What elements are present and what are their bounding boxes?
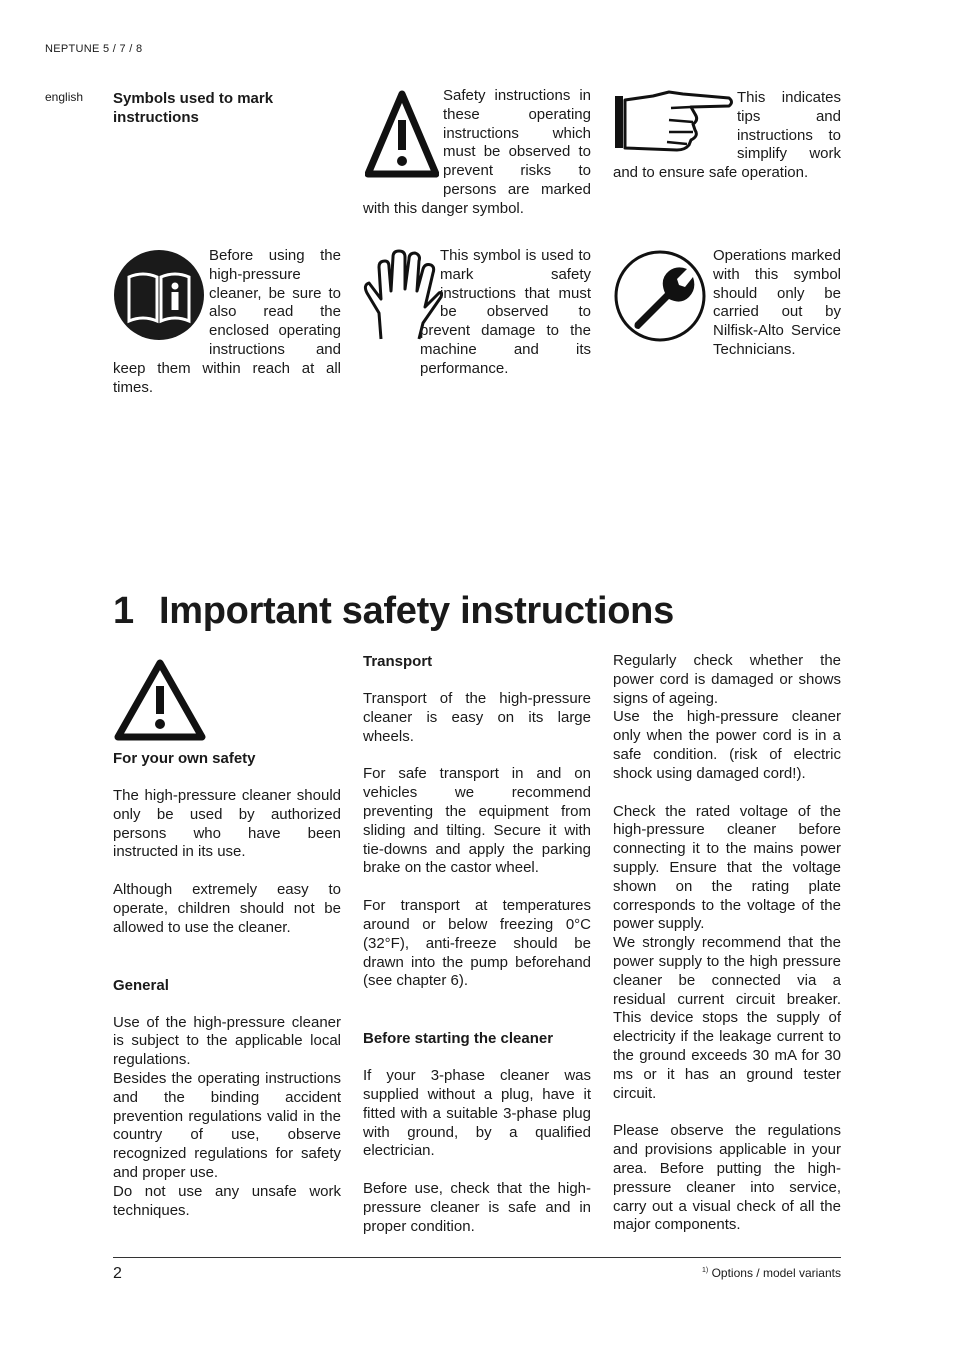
footnote-text: Options / model variants [711,1266,841,1280]
power-cord-paragraph: Use the high-pressure cleaner only when the power cord is in a safe condition. (risk of electric shock using damaged cord!). [613,708,841,782]
column-3 [613,652,841,1235]
page-number: 2 [113,1265,122,1282]
before-starting-paragraph: If your 3-phase cleaner was supplied without a plug, have it fitted with a suitable 3-phase plug with ground, by a qualified electrician. [363,1067,591,1160]
own-safety-heading: For your own safety [113,750,256,767]
column-1 [113,658,341,1220]
info-symbol-text: Before using the high-pressure cleaner, be sure to also read the enclosed operating instructions and keep them within reach at all times. [113,247,341,396]
voltage-paragraph: Check the rated voltage of the high-pressure cleaner before connecting it to the mains power supply. Ensure that the voltage shown on the rating plate corresponds to the voltage of the power supply. [613,802,841,933]
section-title-text: Important safety instructions [159,590,674,632]
transport-paragraph: Transport of the high-pressure cleaner is easy on its large wheels. [363,690,591,745]
footnote [702,1266,841,1280]
language-label: english [45,90,84,104]
transport-paragraph: For transport at temperatures around or below freezing 0°C (32°F), anti-freeze should be drawn into the pump beforehand (see chapter 6). [363,897,591,990]
general-paragraph: Use of the high-pressure cleaner is subject to the applicable local regulations. [113,1013,341,1069]
general-paragraph: Do not use any unsafe work techniques. [113,1182,341,1219]
symbols-title: Symbols used to mark instructions [113,90,274,126]
before-starting-paragraph: Before use, check that the high-pressure cleaner is safe and in proper condition. [363,1180,591,1235]
own-safety-paragraph: The high-pressure cleaner should only be used by authorized persons who have been instructed in its use. [113,787,341,861]
tip-symbol-text: This indicates tips and instructions to simplify work and to ensure safe operation. [613,89,841,182]
section-number: 1 [113,590,134,632]
warning-triangle-icon [113,658,207,742]
danger-symbol-text: Safety instructions in these operating instructions which must be observed to prevent risks to persons are marked with this danger symbol. [363,87,591,217]
footnote-mark: 1) [702,1267,709,1274]
own-safety-paragraph: Although extremely easy to operate, children should not be allowed to use the cleaner. [113,881,341,936]
footer-divider [113,1257,841,1258]
section-title [113,590,674,633]
power-cord-paragraph: Regularly check whether the power cord is damaged or shows signs of ageing. [613,652,841,707]
regulations-paragraph: Please observe the regulations and provisions applicable in your area. Before putting the high-pressure cleaner into service, carry out a visual check of all the major components. [613,1122,841,1234]
general-heading: General [113,976,169,994]
transport-heading: Transport [363,653,433,670]
hand-symbol-text: This symbol is used to mark safety instructions that must be observed to prevent damage to the machine and its performance. [420,247,591,377]
transport-paragraph: For safe transport in and on vehicles we recommend preventing the equipment from sliding and tilting. Secure it with tie-downs and apply the parking brake on the castor wheel. [363,765,591,877]
column-2 [363,652,591,1237]
general-paragraph: Besides the operating instructions and the binding accident prevention regulations valid in the country of use, observe recognized regulations for safety and proper use. [113,1069,341,1181]
circuit-breaker-paragraph: We strongly recommend that the power supply to the high pressure cleaner be connected via a residual current circuit breaker. This device stops the supply of electricity if the leakage current to the ground exceeds 30 mA for 30 ms or it has an ground tester circuit. [613,934,841,1102]
before-starting-heading: Before starting the cleaner [363,1030,554,1048]
document-title: NEPTUNE 5 / 7 / 8 [45,43,143,55]
service-symbol-text: Operations marked with this symbol should only be carried out by Nilfisk-Alto Service Technicians. [713,247,841,358]
